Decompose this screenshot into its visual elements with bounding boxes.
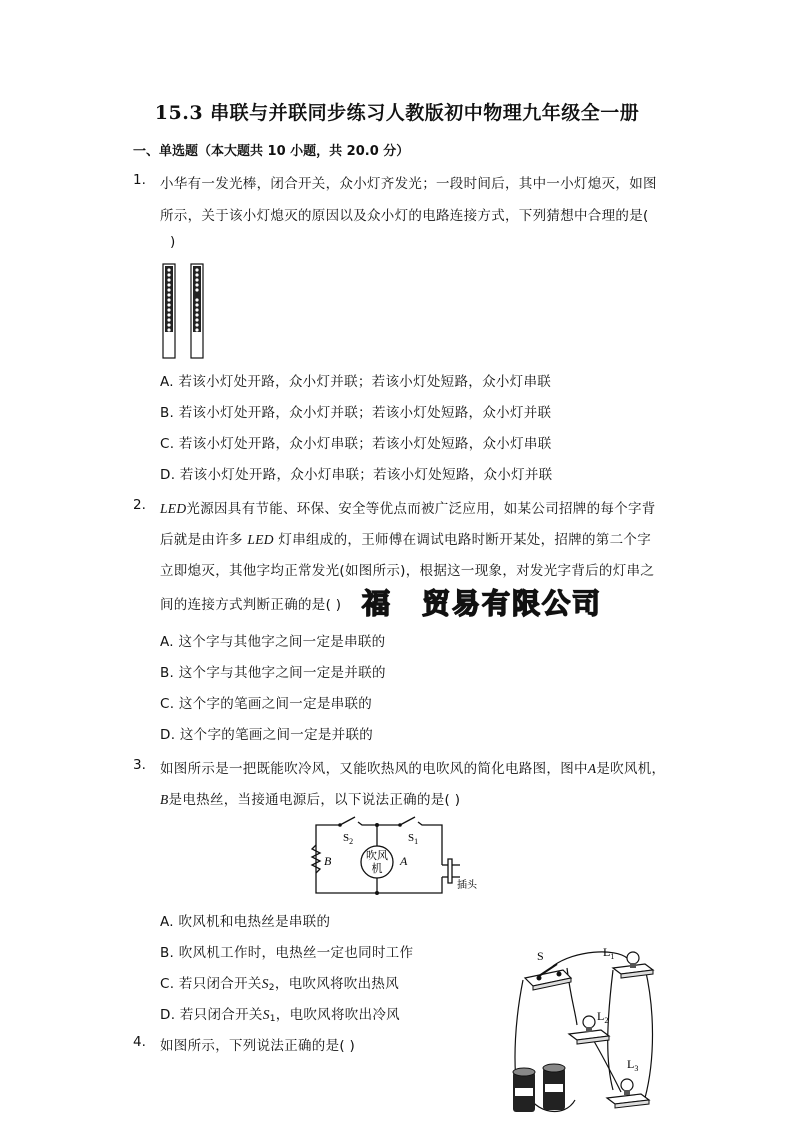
fan-label-2: 机 [371, 863, 383, 875]
q1-option-d: D. 若该小灯处开路，众小灯串联；若该小灯处短路，众小灯并联 [160, 467, 553, 483]
q2-line-2-b: 灯串组成的，王师傅在调试电路时断开某处，招牌的第二个字 [278, 532, 652, 548]
plug-body [448, 859, 452, 883]
q3-number: 3. [133, 757, 146, 773]
battery-right [543, 1064, 565, 1110]
label-plug: 插头 [457, 880, 477, 891]
q3-var-b: B [160, 792, 169, 807]
sign-rest-chars: 贸易有限公司 [422, 587, 603, 620]
q3-option-d-sub: 1 [269, 1014, 276, 1024]
glow-stick-figure [160, 262, 210, 362]
q1-number: 1. [133, 172, 146, 188]
wire-bottom [316, 877, 442, 893]
q3-option-c-sub: 2 [268, 983, 275, 993]
q1-option-a: A. 若该小灯处开路，众小灯并联；若该小灯处短路，众小灯串联 [160, 374, 552, 390]
battery-left [513, 1068, 535, 1112]
q1-line-1: 小华有一发光棒，闭合开关，众小灯齐发光；一段时间后，其中一小灯熄灭，如图 [160, 176, 657, 192]
q3-line-1-a: 如图所示是一把既能吹冷风，又能吹热风的电吹风的简化电路图，图中 [160, 761, 588, 777]
q2-led-term-2: LED [247, 532, 274, 547]
label-s1: $S_1$ [408, 832, 419, 846]
q2-option-a: A. 这个字与其他字之间一定是串联的 [160, 634, 386, 650]
q1-option-c: C. 若该小灯处开路，众小灯串联；若该小灯处短路，众小灯串联 [160, 436, 552, 452]
q3-line-2 [160, 788, 460, 808]
hair-dryer-circuit [300, 815, 500, 900]
q2-option-d: D. 这个字的笔画之间一定是并联的 [160, 727, 374, 743]
q2-line-2-a: 后就是由许多 [160, 532, 243, 548]
q3-option-c-pre: C. 若只闭合开关 [160, 976, 262, 992]
switch-s1-blade [400, 817, 415, 825]
label-l3: $L_3$ [627, 1057, 639, 1073]
wire-s-l1 [553, 952, 627, 966]
q3-option-d-switch: S [262, 1007, 270, 1022]
label-l1: $L_1$ [603, 945, 615, 961]
q2-number: 2. [133, 497, 146, 513]
fan-label-1: 吹风 [366, 850, 388, 862]
company-sign [362, 582, 602, 618]
q3-line-1 [160, 757, 665, 777]
q3-option-c-switch: S [261, 976, 269, 991]
q3-option-d-post: ，电吹风将吹出冷风 [275, 1007, 400, 1023]
q4-number: 4. [133, 1034, 146, 1050]
bulb-l1 [613, 952, 653, 978]
bulb-l3 [607, 1079, 649, 1108]
q2-line-3: 立即熄灭，其他字均正常发光(如图所示)，根据这一现象，对发光字背后的灯串之 [160, 563, 655, 579]
junction-dot-top [375, 823, 379, 827]
glow-stick-left [163, 264, 175, 358]
wire-l2-l3 [591, 1036, 621, 1092]
document-title: 15.3 串联与并联同步练习人教版初中物理九年级全一册 [154, 102, 640, 124]
q3-option-d-pre: D. 若只闭合开关 [160, 1007, 263, 1023]
q3-line-2-text: 是电热丝，当接通电源后，以下说法正确的是( ) [168, 792, 461, 808]
q3-option-b: B. 吹风机工作时，电热丝一定也同时工作 [160, 945, 414, 961]
label-b: B [324, 854, 332, 868]
q3-var-a: A [587, 761, 597, 776]
q2-line-1 [160, 497, 656, 517]
switch-board [525, 964, 571, 990]
q2-line-1-text: 光源因具有节能、环保、安全等优点而被广泛应用，如某公司招牌的每个字背 [186, 501, 656, 517]
junction-dot-bottom [375, 891, 379, 895]
glow-stick-right [191, 264, 203, 358]
bulb-circuit-figure [505, 940, 665, 1120]
q3-option-c-post: ，电吹风将吹出热风 [274, 976, 400, 992]
label-s2: $S_2$ [343, 832, 354, 846]
q2-line-2 [160, 528, 651, 548]
q1-line-3: ) [170, 234, 176, 250]
q2-led-term: LED [160, 501, 187, 516]
q1-option-b: B. 若该小灯处开路，众小灯并联；若该小灯处短路，众小灯并联 [160, 405, 552, 421]
q2-option-b: B. 这个字与其他字之间一定是并联的 [160, 665, 386, 681]
q3-option-c [160, 972, 399, 993]
switch-s2-blade [340, 817, 355, 825]
section-heading: 一、单选题（本大题共 10 小题，共 20.0 分） [133, 144, 410, 159]
q3-line-1-b: 是吹风机， [596, 761, 666, 777]
label-l2: $L_2$ [597, 1009, 609, 1025]
q2-option-c: C. 这个字的笔画之间一定是串联的 [160, 696, 373, 712]
q1-line-2: 所示，关于该小灯熄灭的原因以及众小灯的电路连接方式，下列猜想中合理的是( [160, 208, 649, 224]
q3-option-d [160, 1003, 400, 1024]
label-a: A [400, 854, 408, 868]
wire-top-right [418, 822, 442, 865]
q3-option-a: A. 吹风机和电热丝是串联的 [160, 914, 331, 930]
sign-first-char: 福 [362, 587, 393, 620]
q2-line-4: 间的连接方式判断正确的是( ) [160, 597, 342, 613]
label-s: S [537, 949, 544, 963]
wire-l1-l3 [645, 968, 653, 1098]
q4-line-1: 如图所示，下列说法正确的是( ) [160, 1038, 356, 1054]
wire-top-mid [358, 822, 400, 825]
